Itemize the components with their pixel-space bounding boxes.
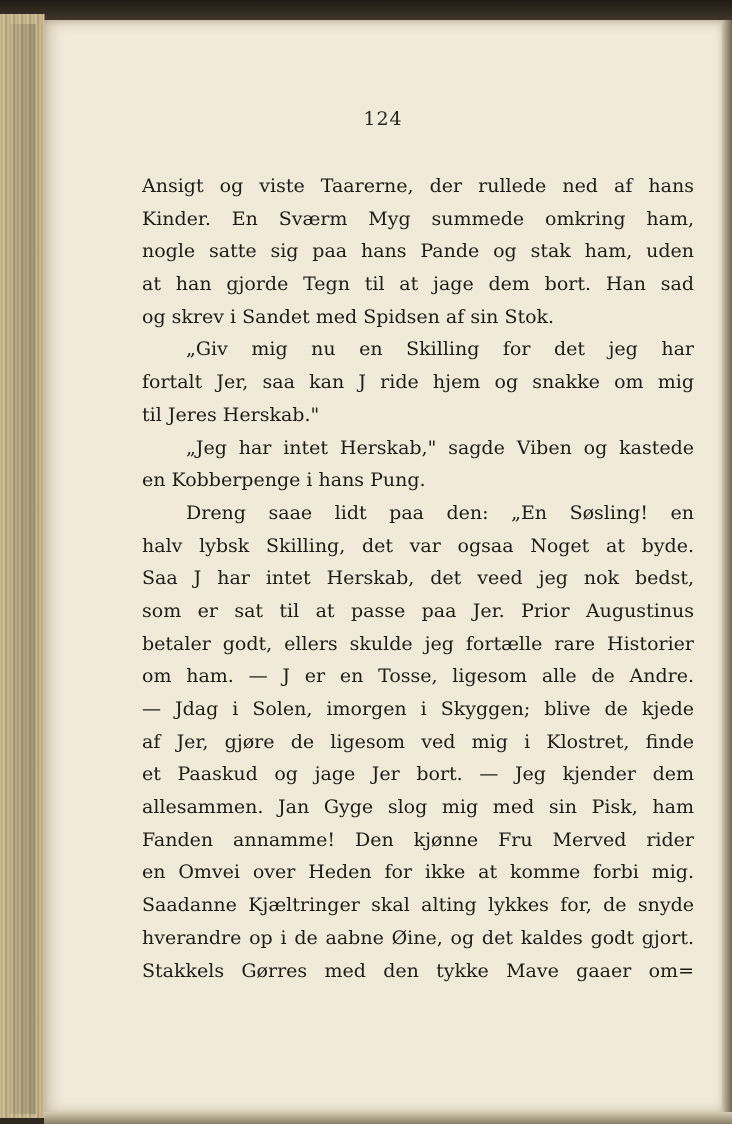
text-line: allesammen. Jan Gyge slog mig med sin Pisk, ham <box>142 796 694 819</box>
text-line: en Omvei over Heden for ikke at komme forbi mig. <box>142 861 694 884</box>
text-line: halv lybsk Skilling, det var ogsaa Noget at byde. <box>142 534 694 557</box>
text-line: hverandre op i de aabne Øine, og det kaldes godt gjort. <box>142 926 694 949</box>
text-line: „Jeg har intet Herskab," sagde Viben og kastede <box>186 436 694 459</box>
text-line: Saa J har intet Herskab, det veed jeg nok bedst, <box>142 567 694 590</box>
text-line: Stakkels Gørres med den tykke Mave gaaer om= <box>142 959 694 982</box>
page-edge-shading <box>10 24 36 1114</box>
text-line: — Jdag i Solen, imorgen i Skyggen; blive de kjede <box>142 698 694 720</box>
text-line: betaler godt, ellers skulde jeg fortælle rare Historier <box>142 632 694 655</box>
book-page-edges <box>0 14 45 1118</box>
text-line: og skrev i Sandet med Spidsen af sin Stok. <box>142 305 555 328</box>
text-line: Saadanne Kjæltringer skal alting lykkes for, de snyde <box>142 894 694 917</box>
page-number: 124 <box>363 108 403 130</box>
text-line: Fanden annamme! Den kjønne Fru Merved rider <box>142 828 694 851</box>
book-page <box>44 20 722 1112</box>
text-line: Dreng saae lidt paa den: „En Søsling! en <box>186 501 694 524</box>
text-line: en Kobberpenge i hans Pung. <box>142 469 426 492</box>
text-line: om ham. — J er en Tosse, ligesom alle de Andre. <box>142 665 694 688</box>
text-line: „Giv mig nu en Skilling for det jeg har <box>186 338 694 361</box>
text-line: af Jer, gjøre de ligesom ved mig i Klostret, finde <box>142 730 694 753</box>
text-line: Ansigt og viste Taarerne, der rullede ned af hans <box>142 175 694 197</box>
text-line: til Jeres Herskab." <box>142 403 320 426</box>
text-block <box>142 170 694 987</box>
text-line: et Paaskud og jage Jer bort. — Jeg kjender dem <box>142 763 694 786</box>
bottom-edge <box>44 1112 732 1124</box>
right-edge-shadow <box>722 20 732 1120</box>
text-line: som er sat til at passe paa Jer. Prior Augustinus <box>142 599 694 622</box>
text-line: Kinder. En Sværm Myg summede omkring ham, <box>142 207 694 230</box>
text-line: at han gjorde Tegn til at jage dem bort. Han sad <box>142 273 694 296</box>
text-line: fortalt Jer, saa kan J ride hjem og snakke om mig <box>142 371 694 394</box>
text-line: nogle satte sig paa hans Pande og stak ham, uden <box>142 240 694 263</box>
